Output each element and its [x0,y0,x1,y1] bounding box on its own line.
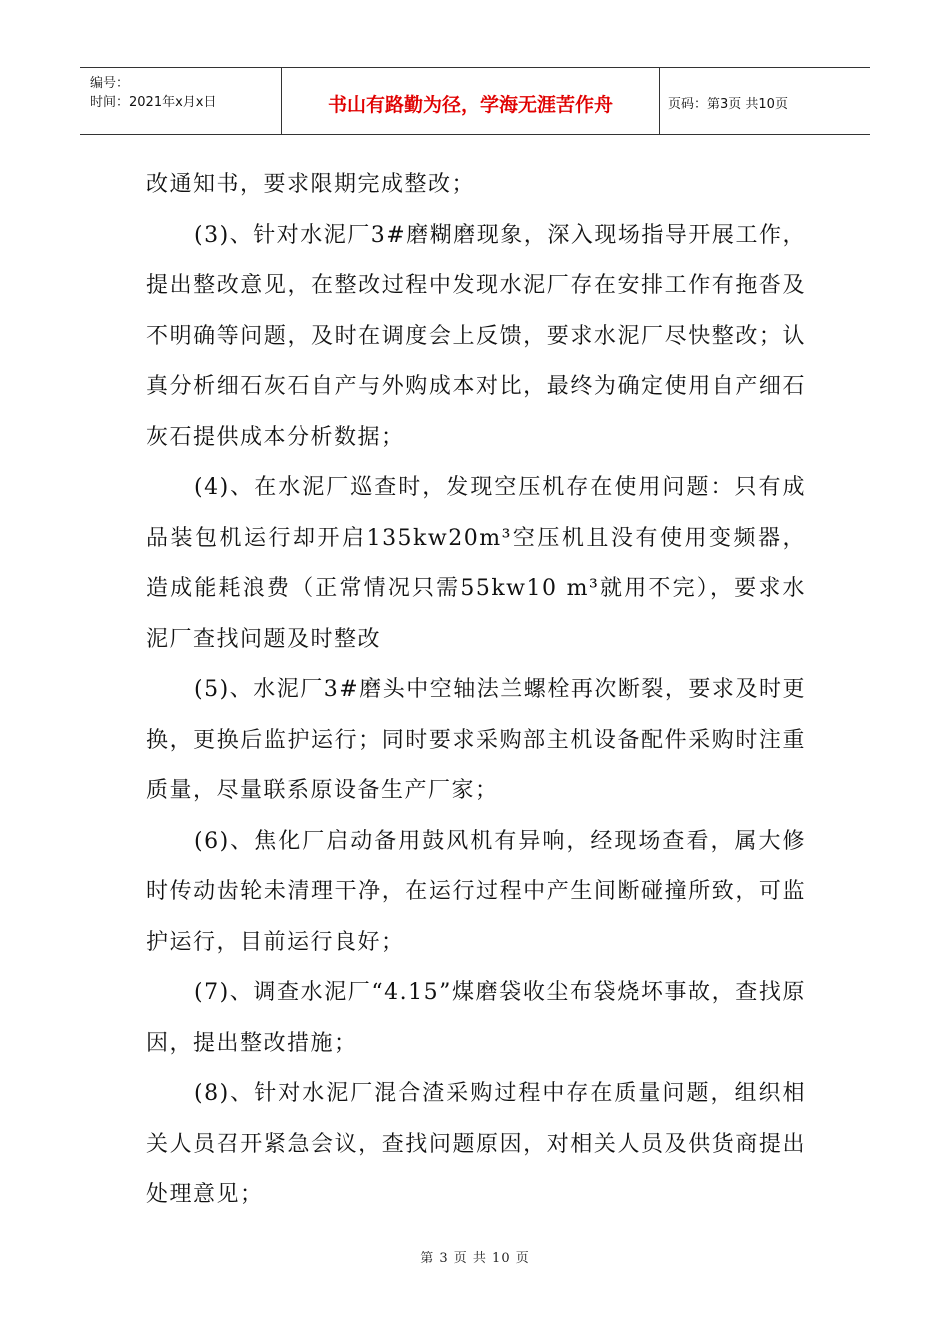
header-page-info: 页码：第3页 共10页 [668,96,788,112]
document-time-label: 时间：2021年x月x日 [90,95,217,110]
document-number-label: 编号： [90,76,130,91]
paragraph: (6)、焦化厂启动备用鼓风机有异响，经现场查看，属大修时传动齿轮未清理干净，在运行过程中产生间断碰撞所致，可监护运行，目前运行良好； [146,828,806,955]
paragraph: (5)、水泥厂3#磨头中空轴法兰螺栓再次断裂，要求及时更换，更换后监护运行；同时要求采购部主机设备配件采购时注重质量，尽量联系原设备生产厂家； [146,677,806,803]
paragraph: (3)、针对水泥厂3#磨糊磨现象，深入现场指导开展工作，提出整改意见，在整改过程中发现水泥厂存在安排工作有拖沓及不明确等问题，及时在调度会上反馈，要求水泥厂尽快整改；认真分析细石灰石自产与外购成本对比，最终为确定使用自产细石灰石提供成本分析数据； [146,222,806,450]
document-body [146,160,806,1221]
page-footer: 第 3 页 共 10 页 [420,1251,530,1266]
page-header [80,67,870,135]
paragraph: (8)、针对水泥厂混合渣采购过程中存在质量问题，组织相关人员召开紧急会议，查找问题原因，对相关人员及供货商提出处理意见； [146,1081,806,1207]
header-motto: 书山有路勤为径，学海无涯苦作舟 [282,68,660,134]
paragraph: (7)、调查水泥厂“4.15”煤磨袋收尘布袋烧坏事故，查找原因，提出整改措施； [146,980,806,1056]
paragraph: (4)、在水泥厂巡查时，发现空压机存在使用问题：只有成品装包机运行却开启135kw20m³空压机且没有使用变频器，造成能耗浪费（正常情况只需55kw10 m³就用不完），要求水泥厂查找问题及时整改 [146,475,806,652]
header-meta [80,68,282,134]
paragraph: 改通知书，要求限期完成整改； [146,172,476,197]
